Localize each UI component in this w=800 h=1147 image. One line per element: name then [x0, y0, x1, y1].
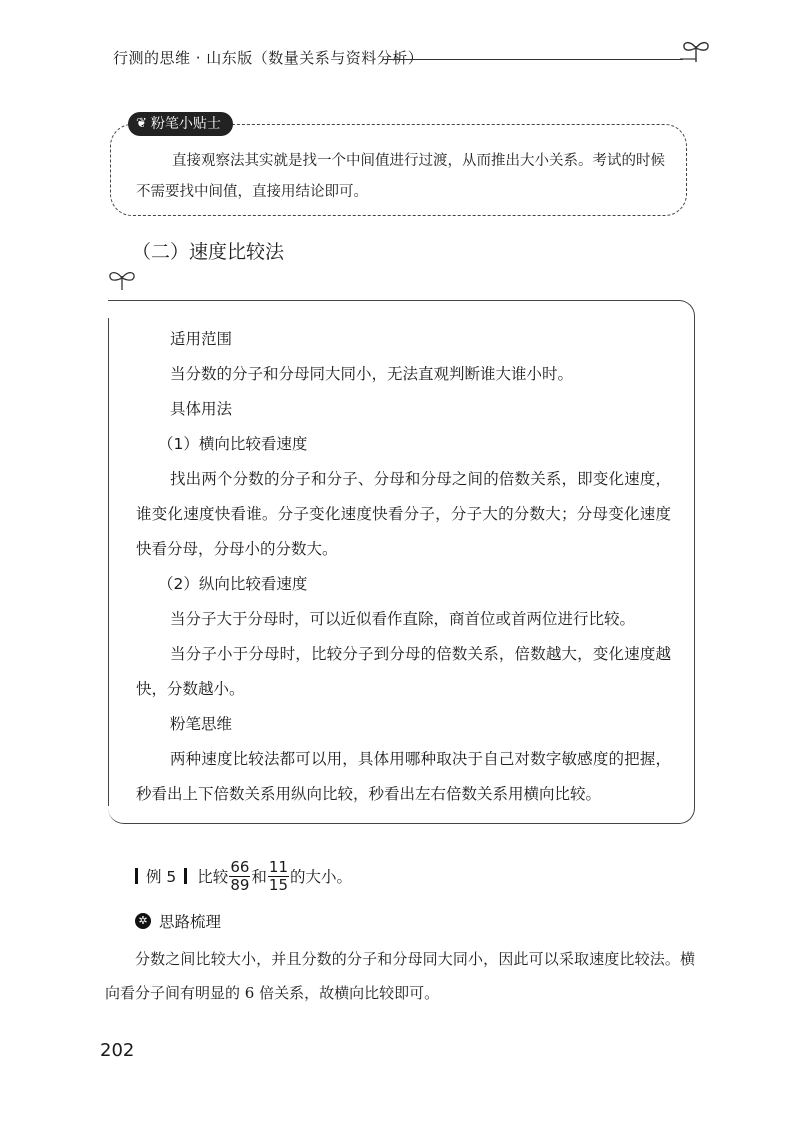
fraction-2-denominator: 15: [268, 875, 289, 894]
sprout-icon: [680, 36, 712, 64]
vertical-heading: （2）纵向比较看速度: [158, 575, 308, 593]
example-joiner: 和: [251, 868, 267, 886]
leaf-icon: ❦: [136, 116, 147, 131]
scope-text: 当分数的分子和分母同大同小，无法直观判断谁大谁小时。: [170, 365, 574, 383]
horizontal-heading: （1）横向比较看速度: [158, 435, 308, 453]
example-tag-left-bar: [135, 868, 138, 884]
vertical-text-1: 当分子大于分母时，可以近似看作直除，商首位或首两位进行比较。: [170, 610, 636, 628]
method-box-left-border: [108, 318, 109, 806]
gear-icon: ✲: [135, 913, 151, 929]
fraction-2-numerator: 11: [268, 857, 289, 876]
running-header-title: 行测的思维 · 山东版（数量关系与资料分析）: [113, 49, 424, 67]
example-tag-label: 例 5: [146, 868, 177, 886]
tip-title-badge: [128, 112, 233, 136]
example-suffix: 的大小。: [290, 868, 353, 886]
section-sprout-icon: [106, 266, 138, 292]
example-line: [135, 856, 352, 896]
header-rule: [383, 59, 683, 60]
analysis-heading: 思路梳理: [159, 913, 222, 931]
fraction-1-numerator: 66: [230, 857, 250, 876]
section-heading: （二）速度比较法: [132, 241, 285, 263]
example-tag: [135, 865, 187, 887]
fraction-1: [229, 859, 250, 894]
page-number: 202: [100, 1040, 135, 1061]
thinking-label: 粉笔思维: [170, 715, 233, 733]
example-tag-right-bar: [184, 868, 187, 884]
analysis-heading-row: [135, 910, 221, 932]
example-prefix: 比较: [197, 868, 229, 886]
fraction-2: [268, 859, 289, 894]
analysis-text: 分数之间比较大小，并且分数的分子和分母同大同小，因此可以采取速度比较法。横向看分子间有明显的 6 倍关系，故横向比较即可。: [105, 950, 695, 1002]
fraction-1-denominator: 89: [230, 875, 250, 894]
usage-label: 具体用法: [170, 400, 233, 418]
thinking-text: 两种速度比较法都可以用，具体用哪种取决于自己对数字敏感度的把握，秒看出上下倍数关系用纵向比较，秒看出左右倍数关系用横向比较。: [136, 750, 671, 803]
tip-text: 直接观察法其实就是找一个中间值进行过渡，从而推出大小关系。考试的时候不需要找中间值，直接用结论即可。: [136, 153, 665, 200]
vertical-text-2: 当分子小于分母时，比较分子到分母的倍数关系，倍数越大，变化速度越快，分数越小。: [136, 645, 671, 698]
tip-title: 粉笔小贴士: [150, 116, 221, 132]
horizontal-text: 找出两个分数的分子和分子、分母和分母之间的倍数关系，即变化速度，谁变化速度快看谁。分子变化速度快看分子，分子大的分数大；分母变化速度快看分母，分母小的分数大。: [136, 470, 671, 558]
scope-label: 适用范围: [170, 330, 233, 348]
